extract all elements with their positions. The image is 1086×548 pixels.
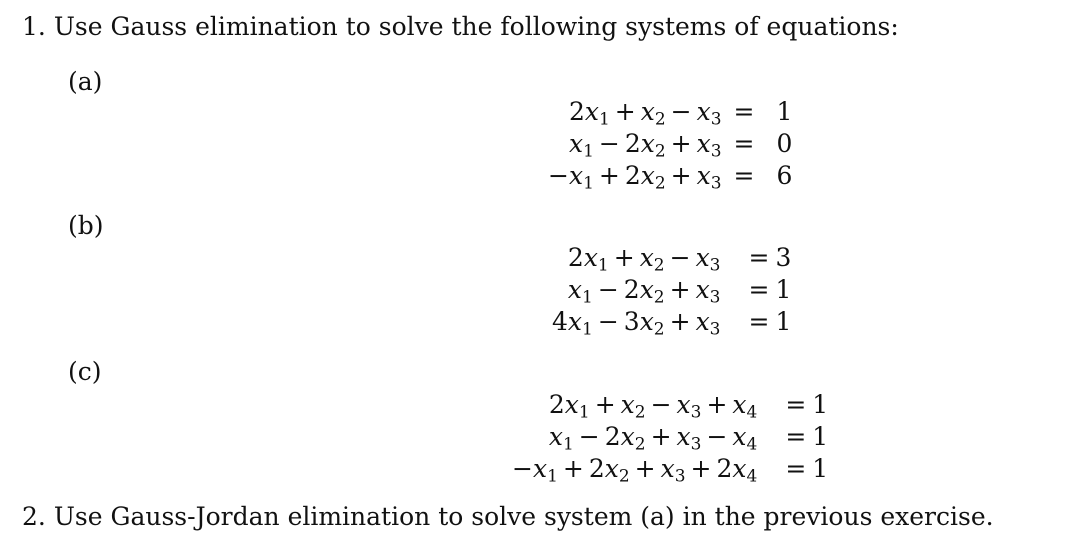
equals-sign: = xyxy=(733,129,755,158)
equation-system-b xyxy=(552,242,791,338)
equation-system-a xyxy=(548,96,792,192)
equation-row xyxy=(552,306,791,338)
equation-lhs: $x_1 - 2x_2 + x_3$ xyxy=(568,129,722,162)
equals-sign: = xyxy=(785,454,807,483)
equation-rhs: 1 xyxy=(775,307,792,336)
equation-lhs: $4x_1 - 3x_2 + x_3$ xyxy=(552,307,721,340)
equals-sign: = xyxy=(733,97,755,126)
equals-sign: = xyxy=(748,307,770,336)
equation-row xyxy=(552,242,791,274)
equals-sign: = xyxy=(733,161,755,190)
equation-rhs: 0 xyxy=(776,129,793,158)
equation-row xyxy=(512,453,828,485)
equation-rhs: 1 xyxy=(812,390,829,419)
equation-rhs: 6 xyxy=(776,161,793,190)
equals-sign: = xyxy=(785,422,807,451)
equation-rhs: 1 xyxy=(812,454,829,483)
equals-sign: = xyxy=(785,390,807,419)
part-label-a: (a) xyxy=(68,67,103,96)
equation-row xyxy=(552,274,791,306)
equation-system-c xyxy=(512,389,828,485)
equals-sign: = xyxy=(748,243,770,272)
problem-number: 2. xyxy=(22,502,46,531)
equation-lhs: $2x_1 + x_2 - x_3$ xyxy=(568,97,722,130)
equation-lhs: $x_1 - 2x_2 + x_3$ xyxy=(567,275,721,308)
equation-lhs: $-x_1 + 2x_2 + x_3$ xyxy=(548,161,722,194)
problem-text: Use Gauss elimination to solve the following systems of equations: xyxy=(53,12,899,41)
equation-rhs: 3 xyxy=(775,243,792,272)
equation-rhs: 1 xyxy=(776,97,793,126)
equation-lhs: $x_1 - 2x_2 + x_3 - x_4$ xyxy=(548,422,758,455)
equation-lhs: $2x_1 + x_2 - x_3 + x_4$ xyxy=(548,390,758,423)
equation-lhs: $2x_1 + x_2 - x_3$ xyxy=(567,243,721,276)
problem-text: Use Gauss-Jordan elimination to solve system (a) in the previous exercise. xyxy=(53,502,994,531)
equation-row xyxy=(548,160,792,192)
problem-1 xyxy=(22,12,899,41)
problem-number: 1. xyxy=(22,12,46,41)
equation-rhs: 1 xyxy=(812,422,829,451)
equation-row xyxy=(512,421,828,453)
part-label-c: (c) xyxy=(68,357,102,386)
problem-2 xyxy=(22,502,994,531)
equation-row xyxy=(548,128,792,160)
part-label-b: (b) xyxy=(68,211,104,240)
equation-row xyxy=(548,96,792,128)
equals-sign: = xyxy=(748,275,770,304)
equation-row xyxy=(512,389,828,421)
equation-lhs: $-x_1 + 2x_2 + x_3 + 2x_4$ xyxy=(512,454,758,487)
equation-rhs: 1 xyxy=(775,275,792,304)
